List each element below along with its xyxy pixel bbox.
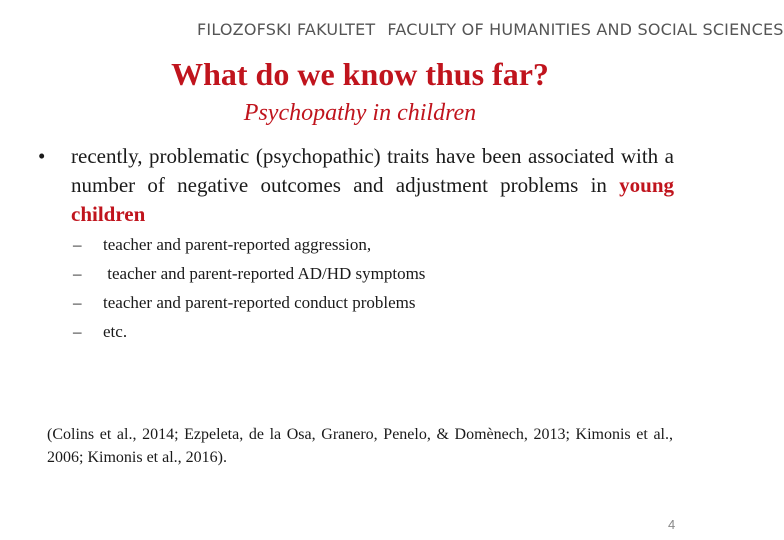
- sub-bullet-list: [73, 230, 425, 346]
- references: (Colins et al., 2014; Ezpeleta, de la Osa, Granero, Penelo, & Domènech, 2013; Kimonis et al., 2006; Kimonis et al., 2016).: [47, 426, 673, 466]
- faculty-name-english: FACULTY OF HUMANITIES AND SOCIAL SCIENCES: [387, 19, 784, 39]
- dash-mark: –: [73, 293, 82, 312]
- bullet-mark: •: [38, 144, 46, 168]
- list-item: [73, 288, 425, 317]
- list-item: [73, 259, 425, 288]
- dash-mark: –: [73, 322, 82, 341]
- list-item-text: teacher and parent-reported AD/HD symptoms: [103, 264, 426, 283]
- slide-title: What do we know thus far?: [171, 56, 549, 92]
- list-item-text: teacher and parent-reported aggression,: [103, 235, 372, 254]
- main-bullet: [38, 142, 674, 229]
- dash-mark: –: [73, 264, 82, 283]
- bullet-text-body: recently, problematic (psychopathic) traits have been associated with a number of negative outcomes and adjustment problems in: [71, 144, 674, 197]
- list-item: [73, 230, 425, 259]
- list-item-text: teacher and parent-reported conduct problems: [103, 293, 416, 312]
- list-item-text: etc.: [103, 322, 128, 341]
- bullet-text: [71, 142, 674, 229]
- faculty-header: [197, 17, 784, 41]
- page-number: 4: [668, 517, 676, 532]
- slide-subtitle: Psychopathy in children: [243, 100, 477, 126]
- bullet-highlight: young children: [71, 173, 674, 226]
- dash-mark: –: [73, 235, 82, 254]
- list-item: [73, 317, 425, 346]
- faculty-name-croatian: FILOZOFSKI FAKULTET: [197, 19, 376, 39]
